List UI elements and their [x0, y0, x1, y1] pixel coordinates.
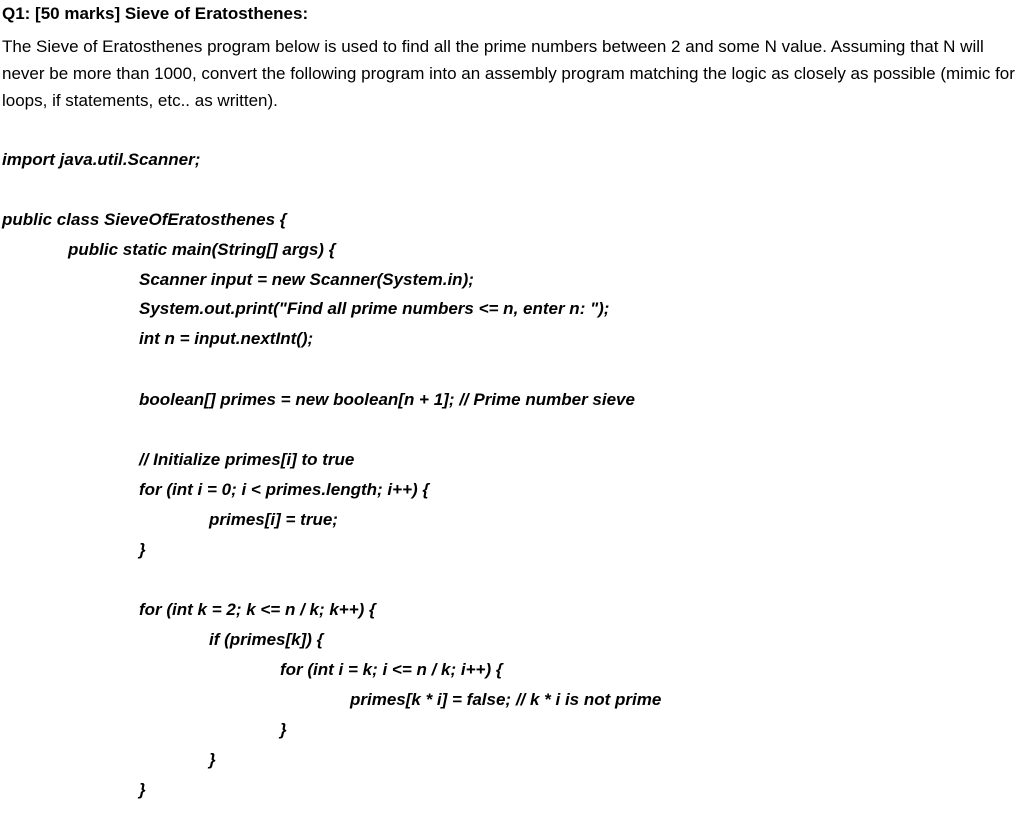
code-line-init-close: }: [139, 540, 146, 559]
code-line-scanner: Scanner input = new Scanner(System.in);: [139, 270, 474, 289]
code-line-init-body: primes[i] = true;: [209, 510, 338, 529]
question-title: Q1: [50 marks] Sieve of Eratosthenes:: [2, 4, 309, 23]
code-line-import: import java.util.Scanner;: [2, 150, 201, 169]
code-line-sieve-close: }: [139, 780, 146, 799]
code-line-main-decl: public static main(String[] args) {: [68, 240, 336, 259]
code-line-if: if (primes[k]) {: [209, 630, 324, 649]
code-line-init-comment: // Initialize primes[i] to true: [139, 450, 355, 469]
code-line-inner-close: }: [280, 720, 287, 739]
code-line-inner-for: for (int i = k; i <= n / k; i++) {: [280, 660, 503, 679]
code-line-sieve-for: for (int k = 2; k <= n / k; k++) {: [139, 600, 376, 619]
code-line-primes-decl: boolean[] primes = new boolean[n + 1]; // Prime number sieve: [139, 390, 635, 409]
question-intro: The Sieve of Eratosthenes program below is used to find all the prime numbers between 2 and some N value. Assuming that N will never be more than 1000, convert the following program into an assembly program matching the logic as closely as possible (mimic for loops, if statements, etc.. as written).: [2, 37, 1015, 110]
code-line-inner-body: primes[k * i] = false; // k * i is not prime: [350, 690, 662, 709]
code-line-read-n: int n = input.nextInt();: [139, 329, 314, 348]
code-line-class-decl: public class SieveOfEratosthenes {: [2, 210, 287, 229]
code-line-if-close: }: [209, 750, 216, 769]
code-line-init-for: for (int i = 0; i < primes.length; i++) {: [139, 480, 429, 499]
code-line-print: System.out.print("Find all prime numbers <= n, enter n: ");: [139, 299, 610, 318]
